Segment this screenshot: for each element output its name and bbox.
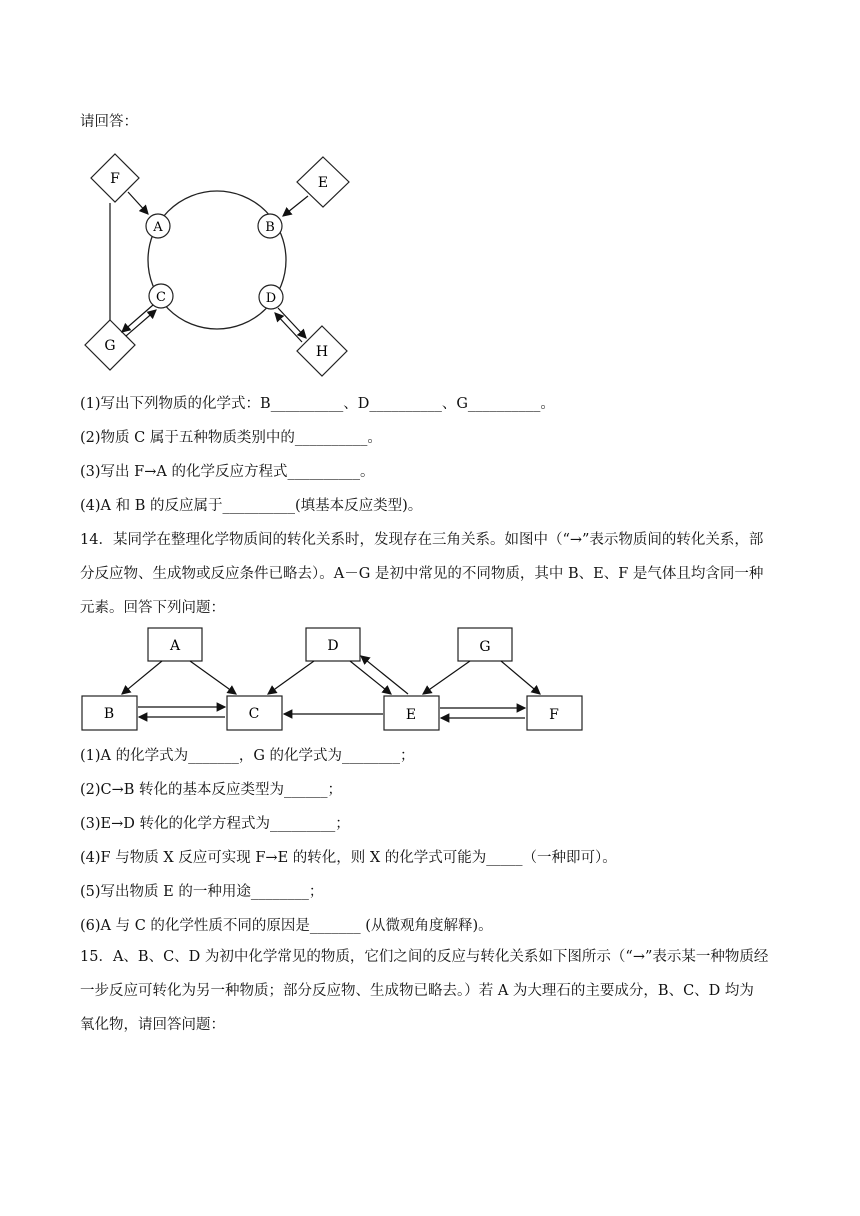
- node-H: [297, 326, 347, 376]
- node-C: [149, 284, 173, 308]
- q14-part5: (5)写出物质 E 的一种用途________；: [80, 884, 324, 900]
- svg-text:A: A: [153, 220, 163, 235]
- box-E: [384, 696, 439, 730]
- q14-stem: [80, 523, 782, 625]
- q14-stem-line: 分反应物、生成物或反应条件已略去）。A－G 是初中常见的不同物质，其中 B、E、F 是气体且均含同一种: [80, 566, 764, 582]
- circle-relation-diagram: [70, 148, 370, 378]
- arrow-A-to-C: [190, 661, 236, 694]
- arrow-D-to-H: [278, 308, 306, 338]
- arrow-F-to-A: [128, 192, 148, 214]
- q13-part3: (3)写出 F→A 的化学反应方程式__________。: [80, 464, 375, 480]
- arrow-G-to-E: [423, 661, 470, 694]
- node-F: [91, 154, 139, 202]
- svg-text:G: G: [479, 639, 491, 655]
- box-D: [306, 628, 360, 661]
- arrow-D-to-E: [350, 661, 391, 694]
- svg-text:F: F: [549, 707, 559, 723]
- svg-text:B: B: [103, 706, 115, 722]
- q14-part2: (2)C→B 转化的基本反应类型为______；: [80, 782, 343, 798]
- arrow-C-to-G: [122, 305, 153, 332]
- svg-text:C: C: [248, 706, 260, 722]
- triangle-relation-diagram: [78, 624, 588, 736]
- q13-part4: (4)A 和 B 的反应属于__________(填基本反应类型)。: [80, 498, 423, 514]
- svg-text:F: F: [110, 171, 120, 187]
- q15-stem-line: 一步反应可转化为另一种物质；部分反应物、生成物已略去。）若 A 为大理石的主要成分，B、C、D 均为: [80, 983, 754, 999]
- svg-text:E: E: [317, 175, 329, 191]
- intro-text: 请回答：: [80, 114, 138, 130]
- q14-part6: (6)A 与 C 的化学性质不同的原因是_______ (从微观角度解释)。: [80, 918, 493, 934]
- node-D: [259, 285, 283, 309]
- svg-text:A: A: [169, 638, 181, 654]
- node-E: [297, 157, 349, 207]
- arrow-D-to-C: [268, 661, 314, 694]
- svg-text:B: B: [265, 220, 275, 235]
- box-A: [148, 628, 202, 661]
- q13-part2: (2)物质 C 属于五种物质类别中的__________。: [80, 430, 382, 446]
- q13-part1: (1)写出下列物质的化学式：B__________、D__________、G__________。: [80, 396, 555, 412]
- q14-part3: (3)E→D 转化的化学方程式为_________；: [80, 816, 350, 832]
- svg-text:H: H: [315, 344, 329, 360]
- svg-text:E: E: [405, 707, 417, 723]
- arrow-G-to-F: [501, 661, 540, 694]
- q14-part1: (1)A 的化学式为_______，G 的化学式为________；: [80, 748, 415, 764]
- arrow-G-to-C: [126, 310, 156, 336]
- node-A: [146, 214, 170, 238]
- q14-stem-line: 14．某同学在整理化学物质间的转化关系时，发现存在三角关系。如图中（“→”表示物质间的转化关系，部: [80, 532, 764, 548]
- box-C: [227, 696, 282, 730]
- svg-text:G: G: [104, 338, 116, 354]
- svg-text:C: C: [156, 290, 166, 305]
- q15-stem-line: 15．A、B、C、D 为初中化学常见的物质，它们之间的反应与转化关系如下图所示（“→”表示某一种物质经: [80, 949, 769, 965]
- box-F: [527, 696, 582, 730]
- q15-stem: [80, 940, 782, 1042]
- arrow-E-to-B: [283, 196, 308, 216]
- node-B: [258, 214, 282, 238]
- q14-stem-line: 元素。回答下列问题：: [80, 600, 225, 616]
- arrow-A-to-B: [122, 661, 162, 694]
- box-G: [458, 628, 512, 661]
- q14-part4: (4)F 与物质 X 反应可实现 F→E 的转化，则 X 的化学式可能为_____（一种即可）。: [80, 850, 617, 866]
- main-circle: [148, 191, 286, 329]
- arrow-H-to-D: [275, 313, 302, 342]
- q15-stem-line: 氧化物，请回答问题：: [80, 1017, 225, 1033]
- svg-text:D: D: [265, 291, 277, 306]
- svg-text:D: D: [327, 638, 339, 654]
- box-B: [82, 696, 137, 730]
